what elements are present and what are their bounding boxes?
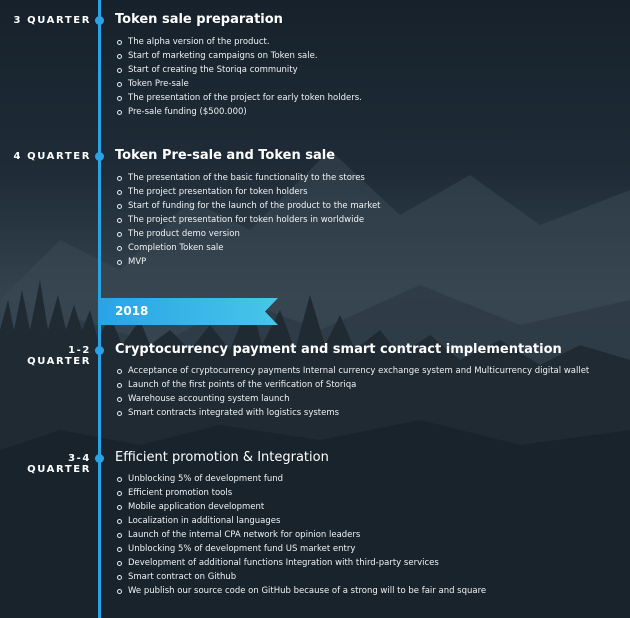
list-item: Warehouse accounting system launch	[115, 392, 589, 406]
list-item: The product demo version	[115, 227, 381, 241]
milestone-list	[115, 171, 381, 269]
list-item: We publish our source code on GitHub because of a strong will to be fair and square	[115, 584, 486, 598]
list-item: Start of marketing campaigns on Token sale.	[115, 49, 362, 63]
year-label: 2018	[115, 304, 149, 318]
quarter-label: 4 QUARTER	[13, 151, 91, 162]
timeline-dot	[95, 152, 104, 161]
year-ribbon	[100, 298, 278, 325]
list-item: Launch of the internal CPA network for opinion leaders	[115, 528, 486, 542]
quarter-label: 3-4 QUARTER	[27, 453, 91, 475]
section-title: Cryptocurrency payment and smart contract implementation	[115, 342, 562, 357]
list-item: The alpha version of the product.	[115, 35, 362, 49]
list-item: Development of additional functions Integration with third-party services	[115, 556, 486, 570]
list-item: Unblocking 5% of development fund	[115, 472, 486, 486]
list-item: MVP	[115, 255, 381, 269]
milestone-list	[115, 364, 589, 420]
section-title: Token Pre-sale and Token sale	[115, 148, 336, 163]
section-title: Efficient promotion & Integration	[115, 450, 329, 465]
list-item: Token Pre-sale	[115, 77, 362, 91]
timeline-dot	[95, 16, 104, 25]
timeline-dot	[95, 454, 104, 463]
list-item: Localization in additional languages	[115, 514, 486, 528]
milestone-list	[115, 35, 362, 119]
list-item: The project presentation for token holders in worldwide	[115, 213, 381, 227]
milestone-list	[115, 472, 486, 598]
quarter-label: 1-2 QUARTER	[27, 345, 91, 367]
list-item: The presentation of the basic functionality to the stores	[115, 171, 381, 185]
list-item: Start of creating the Storiqa community	[115, 63, 362, 77]
list-item: The project presentation for token holders	[115, 185, 381, 199]
list-item: Smart contracts integrated with logistics systems	[115, 406, 589, 420]
list-item: Launch of the first points of the verification of Storiqa	[115, 378, 589, 392]
quarter-label: 3 QUARTER	[13, 15, 91, 26]
list-item: The presentation of the project for early token holders.	[115, 91, 362, 105]
timeline-dot	[95, 346, 104, 355]
list-item: Efficient promotion tools	[115, 486, 486, 500]
list-item: Completion Token sale	[115, 241, 381, 255]
list-item: Unblocking 5% of development fund US market entry	[115, 542, 486, 556]
list-item: Acceptance of cryptocurrency payments Internal currency exchange system and Multicurrency digital wallet	[115, 364, 589, 378]
list-item: Pre-sale funding ($500.000)	[115, 105, 362, 119]
list-item: Mobile application development	[115, 500, 486, 514]
section-title: Token sale preparation	[115, 12, 283, 27]
list-item: Start of funding for the launch of the product to the market	[115, 199, 381, 213]
list-item: Smart contract on Github	[115, 570, 486, 584]
